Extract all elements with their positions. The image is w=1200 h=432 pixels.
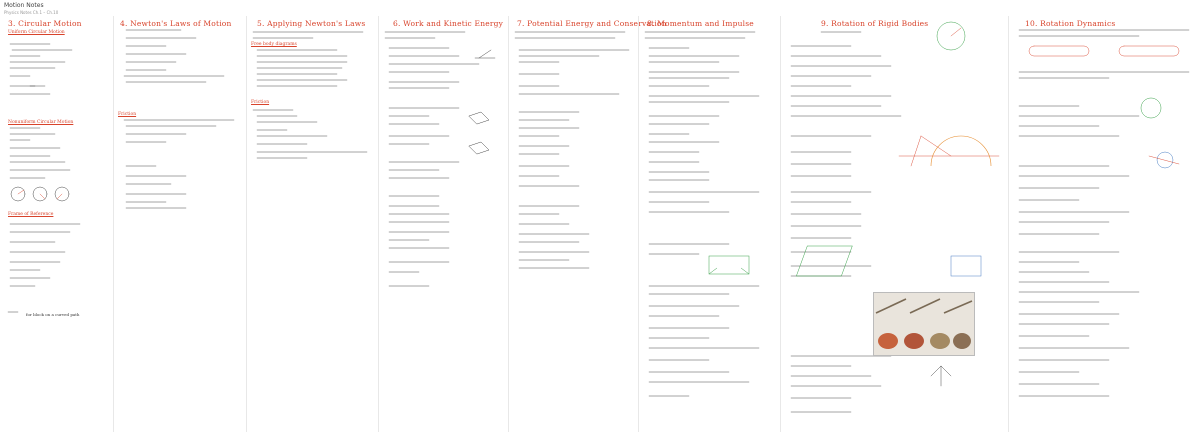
handwritten-notes bbox=[639, 16, 779, 432]
page-potential-energy bbox=[508, 16, 667, 432]
page-title: 7. Potential Energy and Conservation bbox=[517, 19, 667, 28]
notes-canvas[interactable] bbox=[0, 16, 1200, 432]
page-title: 9. Rotation of Rigid Bodies bbox=[821, 19, 929, 28]
page-title: 5. Applying Newton's Laws bbox=[257, 19, 366, 28]
subheading: Nonuniform Circular Motion bbox=[8, 120, 74, 125]
app-title: Motion Notes bbox=[4, 2, 44, 9]
handwritten-notes bbox=[1009, 16, 1200, 432]
subheading: Friction bbox=[118, 112, 137, 117]
page-momentum-impulse bbox=[638, 16, 779, 432]
rolling-objects-photo bbox=[874, 293, 974, 355]
page-title: 8. Momentum and Impulse bbox=[647, 19, 754, 28]
subheading: Friction bbox=[251, 100, 270, 105]
subheading: Uniform Circular Motion bbox=[8, 30, 65, 35]
footnote: for block on a curved path bbox=[26, 312, 80, 317]
page-title: 4. Newton's Laws of Motion bbox=[120, 19, 232, 28]
page-rotation-dynamics bbox=[1008, 16, 1200, 432]
handwritten-notes bbox=[781, 16, 1007, 432]
page-circular-motion bbox=[0, 16, 110, 432]
page-newtons-laws bbox=[113, 16, 244, 432]
page-title: 3. Circular Motion bbox=[8, 19, 82, 28]
handwritten-notes bbox=[509, 16, 637, 432]
app-subtitle: Physics Notes Ch.1 – Ch.10 bbox=[4, 10, 59, 15]
subheading: Free body diagrams bbox=[251, 42, 297, 47]
page-work-kinetic-energy bbox=[378, 16, 507, 432]
page-title: 10. Rotation Dynamics bbox=[1025, 19, 1116, 28]
handwritten-notes bbox=[114, 16, 244, 432]
figure-photo bbox=[873, 292, 975, 356]
page-title: 6. Work and Kinetic Energy bbox=[393, 19, 504, 28]
handwritten-notes bbox=[247, 16, 377, 432]
page-applying-newtons-laws bbox=[246, 16, 377, 432]
handwritten-notes bbox=[379, 16, 507, 432]
handwritten-notes bbox=[0, 16, 110, 432]
page-rotation-rigid-bodies bbox=[780, 16, 1007, 432]
subheading: Frame of Reference bbox=[8, 212, 54, 217]
